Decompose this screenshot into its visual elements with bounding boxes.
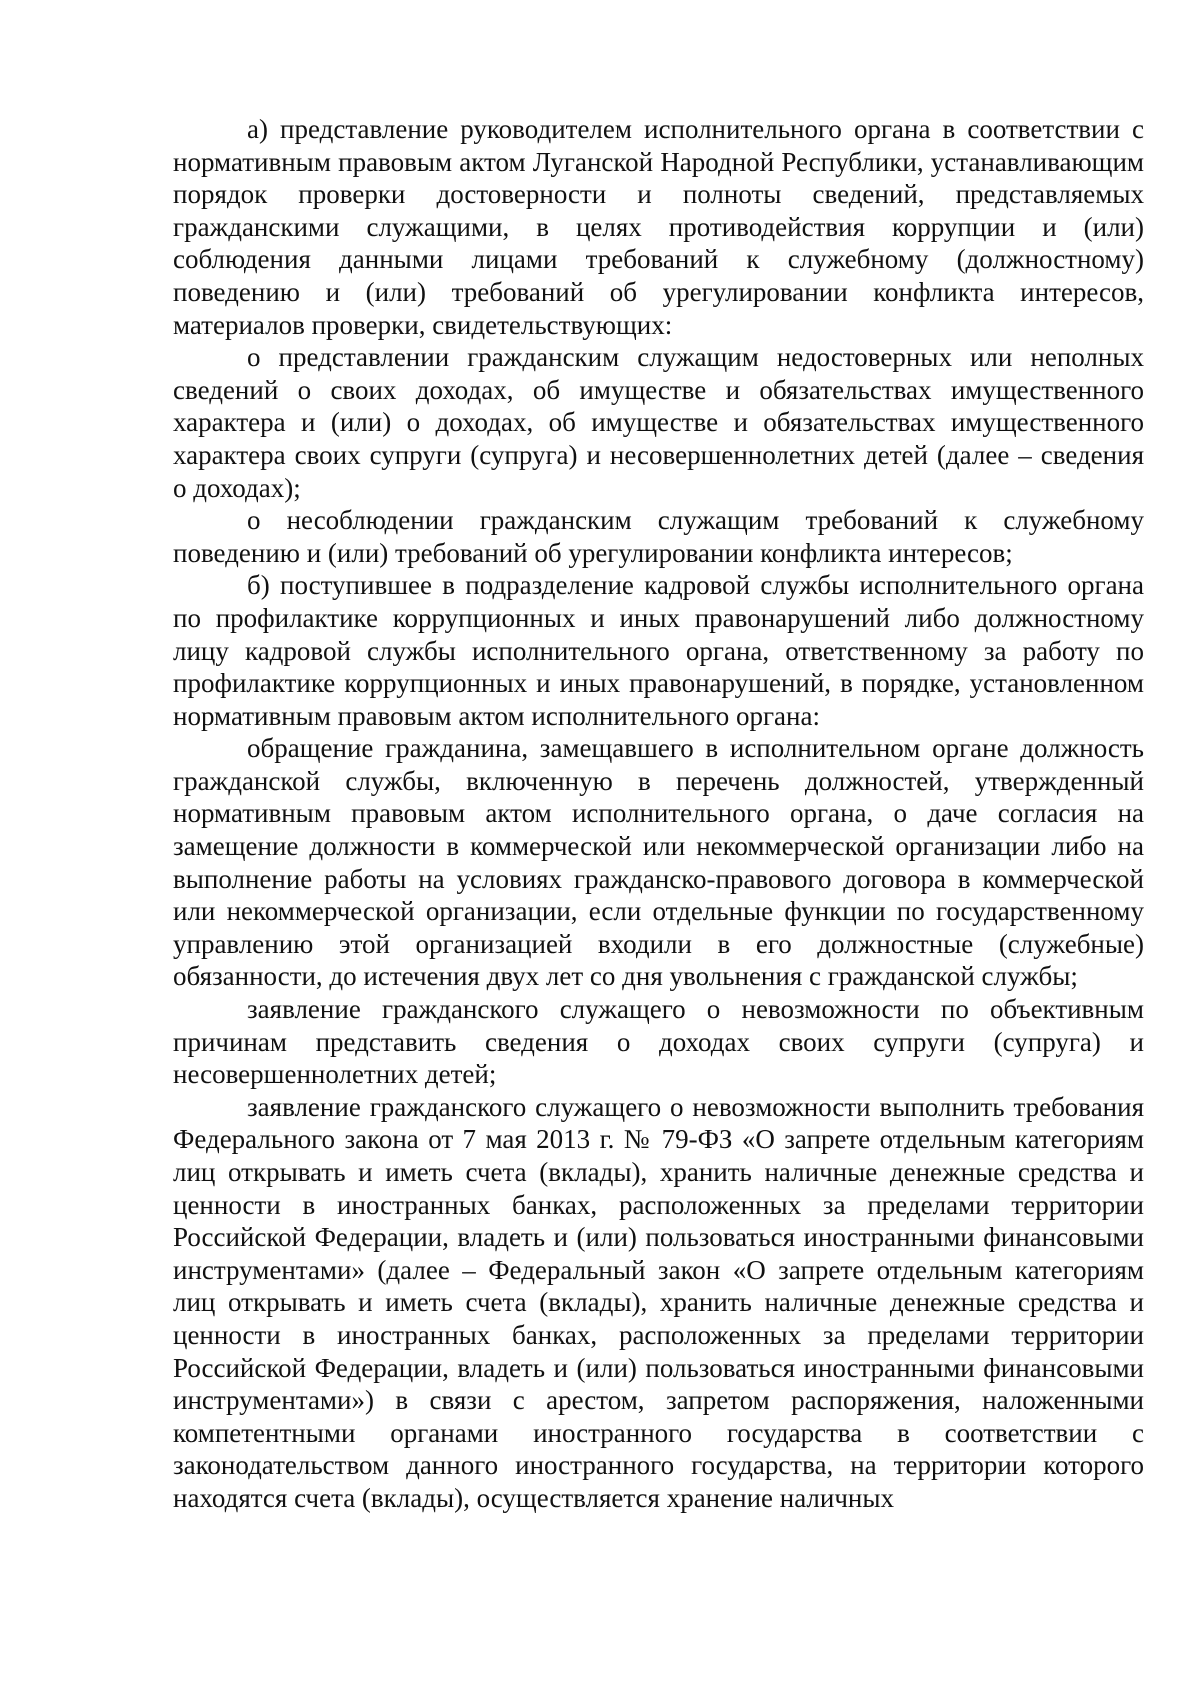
document-page (173, 113, 1144, 1515)
paragraph-b-received: б) поступившее в подразделение кадровой службы исполнительного органа по профилактике коррупционных и иных правонарушений либо должностному лицу кадровой службы исполнительного органа, ответственному за работу по профилактике коррупционных и иных правонарушений, в порядке, установленном нормативным правовым актом исполнительного органа: (173, 570, 1144, 731)
paragraph-citizen-appeal: обращение гражданина, замещавшего в исполнительном органе должность гражданской службы, включенную в перечень должностей, утвержденный нормативным правовым актом исполнительного органа, о даче согласия на замещение должности в коммерческой или некоммерческой организации либо на выполнение работы на условиях гражданско-правового договора в коммерческой или некоммерческой организации, если отдельные функции по государственному управлению этой организацией входили в его должностные (служебные) обязанности, до истечения двух лет со дня увольнения с гражданской службы; (173, 733, 1144, 992)
paragraph-a-submission: а) представление руководителем исполнительного органа в соответствии с нормативным правовым актом Луганской Народной Республики, устанавливающим порядок проверки достоверности и полноты сведений, представляемых гражданскими служащими, в целях противодействия коррупции и (или) соблюдения данными лицами требований к служебному (должностному) поведению и (или) требований об урегулировании конфликта интересов, материалов проверки, свидетельствующих: (173, 114, 1144, 340)
paragraph-income-statement: заявление гражданского служащего о невозможности по объективным причинам представить сведения о доходах своих супруги (супруга) и несовершеннолетних детей; (173, 994, 1144, 1090)
paragraph-foreign-accounts: заявление гражданского служащего о невозможности выполнить требования Федерального закона от 7 мая 2013 г. № 79-ФЗ «О запрете отдельным категориям лиц открывать и иметь счета (вклады), хранить наличные денежные средства и ценности в иностранных банках, расположенных за пределами территории Российской Федерации, владеть и (или) пользоваться иностранными финансовыми инструментами» (далее – Федеральный закон «О запрете отдельным категориям лиц открывать и иметь счета (вклады), хранить наличные денежные средства и ценности в иностранных банках, расположенных за пределами территории Российской Федерации, владеть и (или) пользоваться иностранными финансовыми инструментами») в связи с арестом, запретом распоряжения, наложенными компетентными органами иностранного государства в соответствии с законодательством данного иностранного государства, на территории которого находятся счета (вклады), осуществляется хранение наличных (173, 1091, 1144, 1513)
paragraph-unreliable-info: о представлении гражданским служащим недостоверных или неполных сведений о своих доходах, об имуществе и обязательствах имущественного характера и (или) о доходах, об имуществе и обязательствах имущественного характера своих супруги (супруга) и несовершеннолетних детей (далее – сведения о доходах); (173, 342, 1144, 503)
paragraph-non-compliance: о несоблюдении гражданским служащим требований к служебному поведению и (или) требований об урегулировании конфликта интересов; (173, 505, 1144, 568)
